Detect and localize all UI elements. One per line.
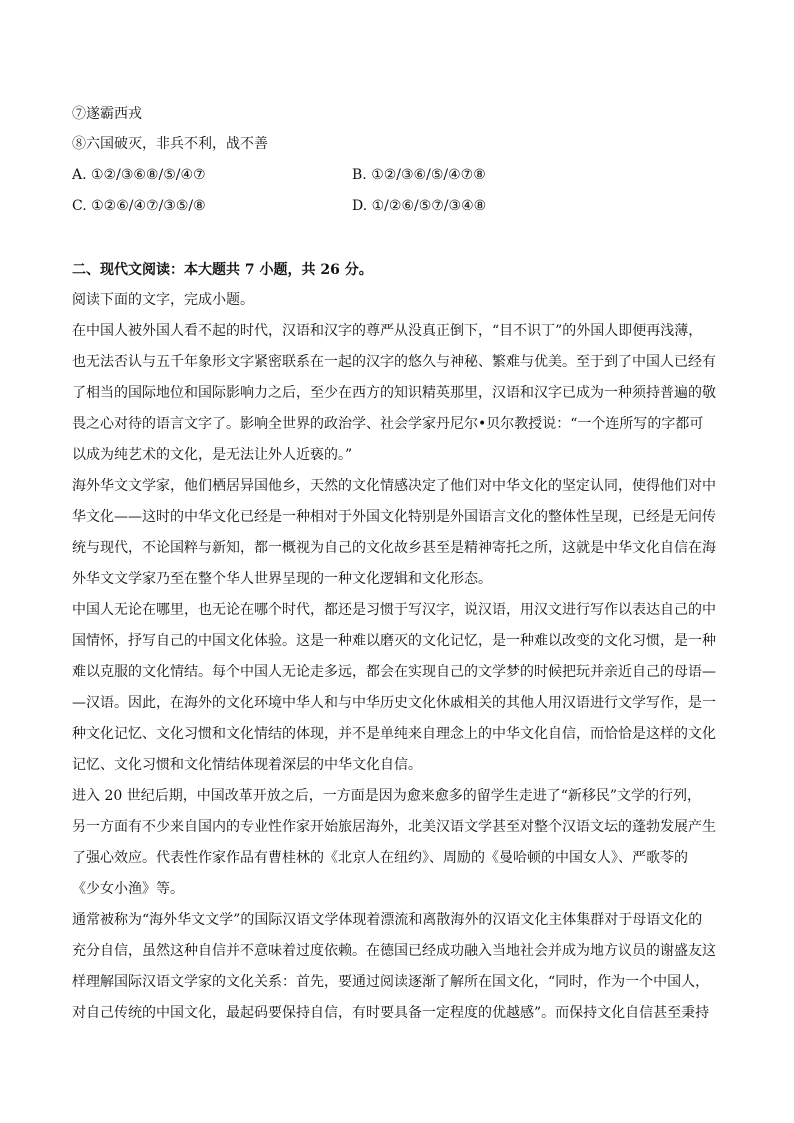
paragraph-line: 海外华文文学家，他们栖居异国他乡，天然的文化情感决定了他们对中华文化的坚定认同，使得他们对中 [72, 478, 716, 494]
option-c: C. ①②⑥/④⑦/③⑤/⑧ [72, 198, 206, 214]
paragraph-line: 充分自信，虽然这种自信并不意味着过度依赖。在德国已经成功融入当地社会并成为地方议员的谢盛友这 [72, 943, 716, 959]
paragraph-line: 了强心效应。代表性作家作品有曹桂林的《北京人在纽约》、周励的《曼哈顿的中国女人》、严歌苓的 [72, 850, 688, 866]
paragraph-line: 统与现代，不论国粹与新知，都一概视为自己的文化故乡甚至是精神寄托之所，这就是中华文化自信在海 [72, 540, 716, 556]
paragraph-4 [72, 781, 722, 905]
paragraph-line: 《少女小渔》等。 [72, 881, 184, 897]
item-8: ⑧六国破灭，非兵不利，战不善 [72, 136, 268, 152]
section-instruction: 阅读下面的文字，完成小题。 [72, 292, 254, 308]
paragraph-line: —汉语。因此，在海外的文化环境中华人和与中华历史文化休戚相关的其他人用汉语进行文学写作，是一 [72, 695, 716, 711]
paragraph-line: 种文化记忆、文化习惯和文化情结的体现，并不是单纯来自理念上的中华文化自信，而恰恰是这样的文化 [72, 726, 716, 742]
item-7: ⑦遂霸西戎 [72, 106, 142, 122]
paragraph-line: 记忆、文化习惯和文化情结体现着深层的中华文化自信。 [72, 757, 422, 773]
paragraph-line: 华文化——这时的中华文化已经是一种相对于外国文化特别是外国语言文化的整体性呈现，已经是无问传 [72, 509, 716, 525]
paragraph-3 [72, 595, 722, 781]
paragraph-5 [72, 905, 722, 1029]
paragraph-line: 国情怀，抒写自己的中国文化体验。这是一种难以磨灭的文化记忆，是一种难以改变的文化习惯，是一种 [72, 633, 716, 649]
paragraph-line: 进入 20 世纪后期，中国改革开放之后，一方面是因为愈来愈多的留学生走进了“新移民”文学的行列， [72, 788, 702, 804]
paragraph-line: 通常被称为“海外华文文学”的国际汉语文学体现着漂流和离散海外的汉语文化主体集群对于母语文化的 [72, 912, 703, 928]
paragraph-line: 中国人无论在哪里，也无论在哪个时代，都还是习惯于写汉字，说汉语，用汉文进行写作以表达自己的中 [72, 602, 716, 618]
paragraph-line: 也无法否认与五千年象形文字紧密联系在一起的汉字的悠久与神秘、繁难与优美。至于到了中国人已经有 [72, 354, 716, 370]
paragraph-line: 另一方面有不少来自国内的专业性作家开始旅居海外，北美汉语文学甚至对整个汉语文坛的蓬勃发展产生 [72, 819, 716, 835]
paragraph-line: 了相当的国际地位和国际影响力之后，至少在西方的知识精英那里，汉语和汉字已成为一种须持普遍的敬 [72, 385, 716, 401]
paragraph-2 [72, 471, 722, 595]
paragraph-line: 难以克服的文化情结。每个中国人无论走多远，都会在实现自己的文学梦的时候把玩并亲近自己的母语— [72, 664, 716, 680]
option-a: A. ①②/③⑥⑧/⑤/④⑦ [72, 167, 206, 183]
paragraph-line: 以成为纯艺术的文化，是无法让外人近亵的。” [72, 447, 353, 463]
paragraph-line: 畏之心对待的语言文字了。影响全世界的政治学、社会学家丹尼尔•贝尔教授说：“一个连所写的字都可 [72, 416, 704, 432]
option-d: D. ①/②⑥/⑤⑦/③④⑧ [352, 198, 487, 214]
option-b: B. ①②/③⑥/⑤/④⑦⑧ [352, 167, 486, 183]
paragraph-1 [72, 316, 722, 471]
paragraph-line: 样理解国际汉语文学家的文化关系：首先，要通过阅读逐渐了解所在国文化，“同时，作为一个中国人， [72, 974, 710, 990]
paragraph-line: 对自己传统的中国文化，最起码要保持自信，有时要具备一定程度的优越感”。而保持文化自信甚至秉持 [72, 1005, 710, 1021]
paragraph-line: 外华文文学家乃至在整个华人世界呈现的一种文化逻辑和文化形态。 [72, 571, 492, 587]
section-heading: 二、现代文阅读：本大题共 7 小题，共 26 分。 [72, 262, 373, 278]
paragraph-line: 在中国人被外国人看不起的时代，汉语和汉字的尊严从没真正倒下，“目不识丁”的外国人即便再浅薄， [72, 323, 703, 339]
